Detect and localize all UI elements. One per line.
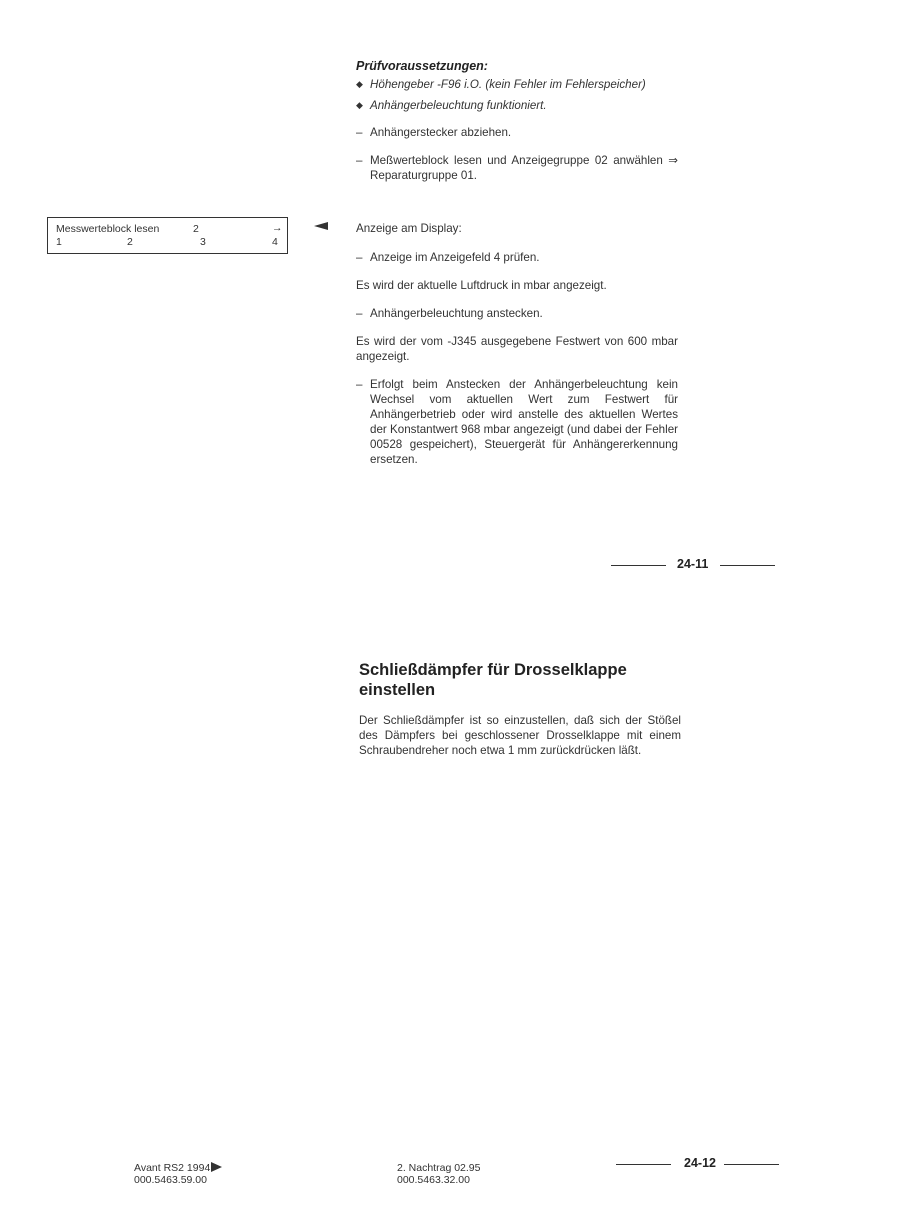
step-item [356,306,678,321]
display-box [47,217,288,254]
display-field-2: 2 [127,236,133,248]
condition-text: Anhängerbeleuchtung funktioniert. [370,99,547,112]
dash-marker: – [356,126,363,139]
display-label: Messwerteblock lesen [56,223,160,235]
display-arrow: → [272,222,283,234]
page-rule-left [616,1164,671,1165]
section-body: Der Schließdämpfer ist so einzustellen, daß sich der Stößel des Dämpfers bei geschlossener Drosselklappe mit einem Schraubendreher noch etwa 1 mm zurückdrücken läßt. [359,714,681,757]
step-text: Erfolgt beim Anstecken der Anhängerbeleuchtung kein Wechsel vom aktuellen Wert zum Festwert für Anhängerbetrieb oder wird anstelle des aktuellen Wertes der Konstantwert 968 mbar angezeigt (und dabei der Fehler 00528 gespeichert), Steuergerät für Anhängererkennung ersetzen. [370,378,678,466]
step-text: Meßwerteblock lesen und Anzeigegruppe 02 anwählen ⇒ Reparaturgruppe 01. [370,154,678,182]
display-group: 2 [193,223,199,235]
info-text: Es wird der aktuelle Luftdruck in mbar angezeigt. [356,279,607,292]
section-title-line-1: Schließdämpfer für Drosselklappe [359,661,627,679]
page-number: 24-12 [684,1156,716,1170]
step-text: Anhängerbeleuchtung anstecken. [370,307,543,320]
step-text: Anhängerstecker abziehen. [370,126,512,139]
display-field-3: 3 [200,236,206,248]
section-title-line-2: einstellen [359,681,436,699]
step-item [356,153,678,183]
footer-supplement: 2. Nachtrag 02.95 [397,1162,481,1174]
footer-center [397,1162,480,1186]
condition-item [356,98,678,113]
display-note: Anzeige am Display: [356,222,462,235]
section-display-check [356,221,678,467]
step-item [356,125,678,140]
footer-left [134,1162,222,1186]
dash-marker: – [356,378,363,391]
footer-order-number: 000.5463.59.00 [134,1174,207,1186]
page-rule-left [611,565,666,566]
footer-supplement-number: 000.5463.32.00 [397,1174,470,1186]
footer-model: Avant RS2 1994 [134,1162,211,1174]
step-item [356,250,678,265]
dash-marker: – [356,251,363,264]
page-rule-right [724,1164,779,1165]
dash-marker: – [356,154,363,167]
pointer-arrow-icon [314,222,328,230]
dash-marker: – [356,307,363,320]
page-rule-right [720,565,775,566]
diamond-bullet-icon: ◆ [356,79,363,89]
info-text: Es wird der vom -J345 ausgegebene Festwert von 600 mbar angezeigt. [356,335,678,363]
condition-text: Höhengeber -F96 i.O. (kein Fehler im Fehlerspeicher) [370,78,646,91]
conditions-heading: Prüfvoraussetzungen: [356,59,488,73]
step-item [356,377,678,467]
step-text: Anzeige im Anzeigefeld 4 prüfen. [370,251,540,264]
condition-item [356,77,678,92]
section-conditions [356,59,678,183]
page-number: 24-11 [677,557,709,571]
triangle-right-icon [211,1162,222,1172]
display-field-1: 1 [56,236,62,248]
diamond-bullet-icon: ◆ [356,100,363,110]
section-title [359,660,689,700]
display-field-4: 4 [272,236,278,248]
